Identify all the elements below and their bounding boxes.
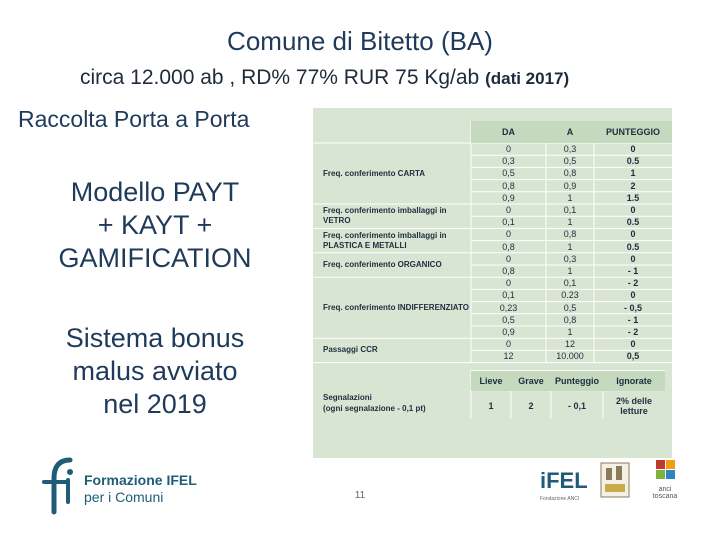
- table-cell: 0,23: [499, 302, 518, 313]
- table-cell: - 0,5: [623, 302, 642, 313]
- table-cell: 0,3: [502, 156, 515, 167]
- model-line: GAMIFICATION: [58, 243, 252, 273]
- table-cell: 0,5: [563, 156, 577, 167]
- ifel-fondazione-logo: [540, 468, 590, 502]
- table-cell: 0,8: [563, 314, 577, 325]
- table-group-label: Freq. conferimento CARTA: [323, 168, 426, 178]
- segnal-header: Lieve: [471, 371, 511, 391]
- segnal-label: Segnalazioni: [323, 392, 372, 402]
- table-cell: - 1: [627, 314, 639, 325]
- table-header: DA: [471, 121, 546, 143]
- table-group-label: Freq. conferimento imballaggi in PLASTICA E METALLI: [323, 230, 447, 250]
- segnal-note: (ogni segnalazione - 0,1 pt): [323, 403, 426, 413]
- table-cell: 0,8: [563, 229, 577, 240]
- table-cell: 0,8: [563, 168, 577, 179]
- slide-subtitle: [80, 66, 569, 90]
- table-cell: 0,1: [563, 205, 577, 216]
- model-text: [20, 176, 290, 275]
- table-cell: 0.23: [561, 290, 579, 301]
- table-cell: 12: [564, 339, 575, 350]
- table-cell: 12: [503, 351, 514, 362]
- ifel-logo-line2: per i Comuni: [84, 489, 164, 505]
- table-cell: 1: [567, 327, 573, 338]
- section-label: Raccolta Porta a Porta: [18, 106, 250, 132]
- table-cell: 0: [505, 144, 511, 155]
- table-header: PUNTEGGIO: [594, 121, 672, 143]
- table-cell: 0,5: [502, 314, 515, 325]
- table-cell: 0: [630, 290, 636, 301]
- subtitle-note: (dati 2017): [485, 69, 570, 88]
- bonus-line: nel 2019: [103, 389, 207, 419]
- ifel-fondazione-text: Fondazione ANCI: [540, 496, 580, 502]
- table-cell: 0,9: [502, 327, 515, 338]
- table-cell: 0,9: [563, 180, 577, 191]
- table-cell: 0: [505, 229, 511, 240]
- table-cell: 0.5: [626, 156, 640, 167]
- table-cell: 0: [630, 144, 636, 155]
- anci-logo-icon: [600, 462, 630, 498]
- table-cell: 0: [505, 339, 511, 350]
- table-cell: 0,5: [502, 168, 515, 179]
- model-line: Modello PAYT: [70, 177, 240, 207]
- anci-toscana-logo: [648, 460, 682, 500]
- segnal-header: Grave: [511, 371, 551, 391]
- anci-toscana-label: anci toscana: [652, 486, 678, 500]
- segnal-header: Punteggio: [551, 371, 603, 391]
- table-cell: 0,5: [563, 302, 577, 313]
- table-cell: 1: [567, 192, 573, 203]
- table-cell: 1: [567, 241, 573, 252]
- table-cell: 0.5: [626, 241, 640, 252]
- table-cell: 1: [567, 266, 573, 277]
- table-cell: 0,8: [502, 266, 515, 277]
- segnal-value: 2% delle letture: [615, 395, 653, 416]
- table-group-label: Freq. conferimento INDIFFERENZIATO: [323, 302, 469, 312]
- ifel-logo-text: [84, 472, 197, 506]
- ifel-wordmark: iFEL: [540, 468, 588, 493]
- table-cell: 0: [630, 253, 636, 264]
- table-cell: - 2: [627, 278, 639, 289]
- table-group-label: Passaggi CCR: [323, 345, 378, 355]
- bonus-line: Sistema bonus: [65, 323, 245, 353]
- table-cell: 2: [630, 180, 636, 191]
- segnal-value: 1: [488, 400, 494, 411]
- page-number: 11: [354, 490, 366, 501]
- table-cell: 0: [630, 229, 636, 240]
- table-cell: 0,8: [502, 180, 515, 191]
- segnal-value: - 0,1: [567, 400, 586, 411]
- subtitle-main: circa 12.000 ab , RD% 77% RUR 75 Kg/ab: [80, 66, 480, 89]
- table-cell: 0,5: [626, 351, 640, 362]
- table-cell: 0: [505, 253, 511, 264]
- table-group-label: Freq. conferimento ORGANICO: [323, 259, 442, 269]
- table-cell: 0,1: [563, 278, 577, 289]
- slide-title: Comune di Bitetto (BA): [227, 26, 493, 56]
- anci-toscana-icon: [648, 460, 682, 486]
- ifel-logo-line1: Formazione IFEL: [84, 472, 197, 488]
- table-cell: 0,9: [502, 192, 515, 203]
- table-cell: 0.5: [626, 217, 640, 228]
- table-cell: 0,1: [502, 217, 515, 228]
- model-line: + KAYT +: [97, 210, 213, 240]
- table-cell: 0: [505, 278, 511, 289]
- segnal-header: Ignorate: [603, 371, 665, 391]
- ifel-logo-icon: [40, 456, 80, 516]
- table-cell: 0,3: [563, 253, 577, 264]
- table-cell: 0,8: [502, 241, 515, 252]
- table-cell: 1: [630, 168, 636, 179]
- bonus-text: [20, 322, 290, 421]
- table-cell: 0: [505, 205, 511, 216]
- table-cell: 0: [630, 339, 636, 350]
- table-cell: 0,1: [502, 290, 515, 301]
- table-cell: 1: [567, 217, 573, 228]
- table-cell: - 1: [627, 266, 639, 277]
- table-cell: - 2: [627, 327, 639, 338]
- table-cell: 0: [630, 205, 636, 216]
- segnal-value: 2: [528, 400, 534, 411]
- bonus-line: malus avviato: [72, 356, 238, 386]
- table-cell: 10.000: [556, 351, 584, 362]
- score-table: [313, 108, 672, 458]
- table-cell: 0,3: [563, 144, 577, 155]
- table-header: A: [546, 121, 594, 143]
- table-group-label: Freq. conferimento imballaggi in VETRO: [323, 206, 447, 226]
- table-cell: 1.5: [626, 192, 640, 203]
